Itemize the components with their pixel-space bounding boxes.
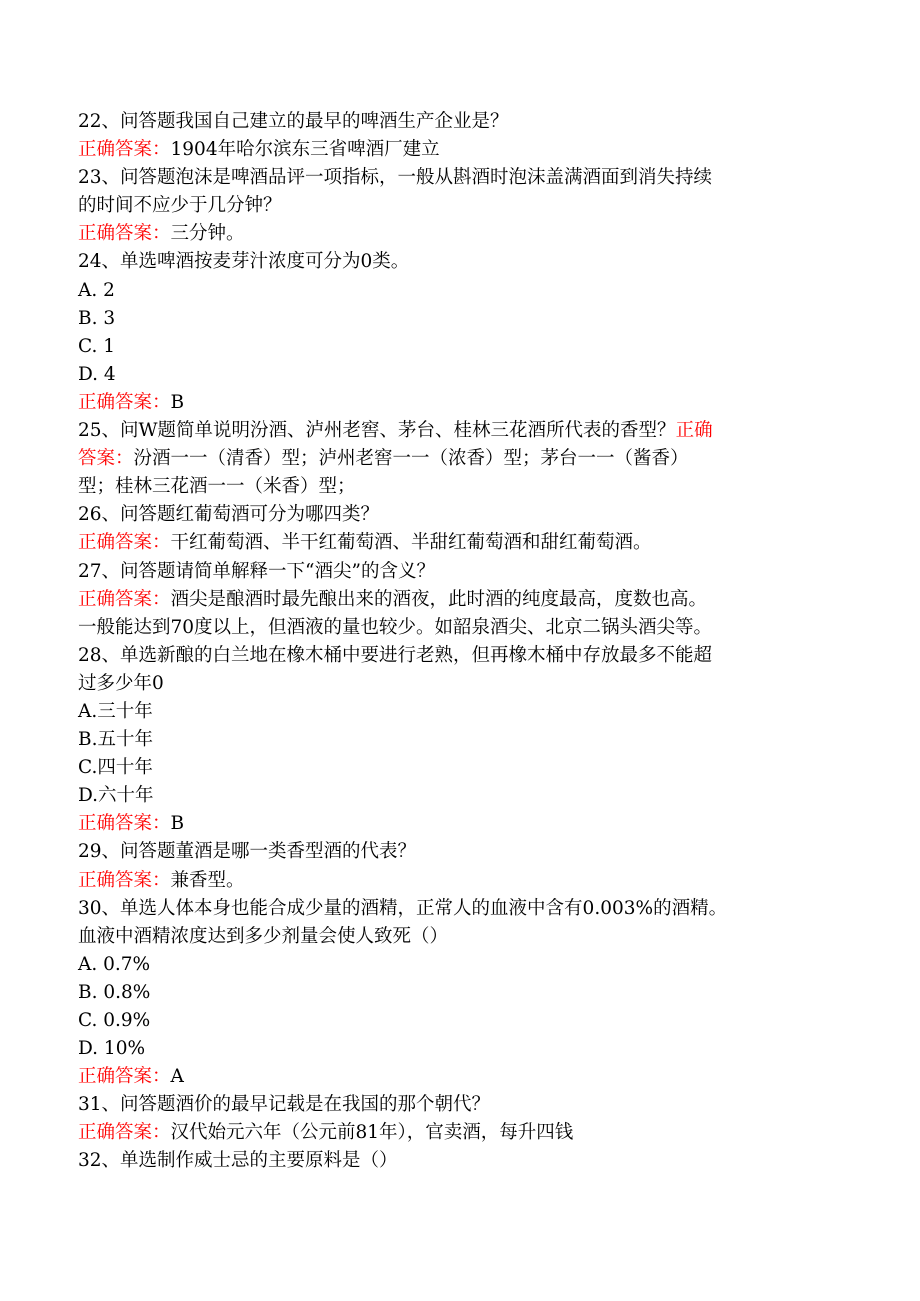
answer-text: 汉代始元六年（公元前81年），官卖酒，每升四钱 xyxy=(170,1122,574,1144)
question-29: 29、问答题董酒是哪一类香型酒的代表？ xyxy=(78,841,417,863)
answer-label: 正确答案： xyxy=(78,223,171,245)
answer-text: 兼香型。 xyxy=(170,869,245,891)
option-24-a: A. 2 xyxy=(78,279,115,301)
answer-24 xyxy=(78,389,818,417)
answer-label: 正确答案： xyxy=(78,532,171,554)
question-22: 22、问答题我国自己建立的最早的啤酒生产企业是？ xyxy=(78,111,509,132)
question-28-line-2: 过多少年0 xyxy=(78,672,164,694)
option-28-b: B.五十年 xyxy=(78,729,153,751)
answer-text: A xyxy=(170,1066,184,1088)
answer-label: 正确答案： xyxy=(78,391,171,413)
option-30-a: A. 0.7% xyxy=(78,953,151,975)
option-24-b: B. 3 xyxy=(78,307,116,329)
answer-text: 干红葡萄酒、半干红葡萄酒、半甜红葡萄酒和甜红葡萄酒。 xyxy=(170,532,652,554)
answer-29 xyxy=(78,867,818,895)
answer-label: 正确答案： xyxy=(78,588,171,610)
answer-25-line-1 xyxy=(78,445,818,473)
question-32: 32、单选制作威士忌的主要原料是（） xyxy=(78,1150,398,1172)
answer-25-line-2: 型；桂林三花酒一一（米香）型； xyxy=(78,476,356,498)
question-list xyxy=(78,108,818,1176)
answer-27 xyxy=(78,586,818,614)
answer-26 xyxy=(78,529,818,557)
option-24-d: D. 4 xyxy=(78,363,116,385)
question-28-line-1: 28、单选新酿的白兰地在橡木桶中要进行老熟，但再橡木桶中存放最多不能超 xyxy=(78,644,713,666)
question-23-line-2: 的时间不应少于几分钟？ xyxy=(78,195,282,217)
question-27: 27、问答题请简单解释一下“酒尖”的含义？ xyxy=(78,560,435,582)
question-31: 31、问答题酒价的最早记载是在我国的那个朝代？ xyxy=(78,1094,491,1116)
answer-label: 正确答案： xyxy=(78,139,171,161)
answer-label: 正确答案： xyxy=(78,869,171,891)
option-30-c: C. 0.9% xyxy=(78,1010,151,1031)
answer-label-part-1: 正确 xyxy=(675,420,713,442)
answer-text: B xyxy=(170,813,185,835)
question-23-line-1: 23、问答题泡沫是啤酒品评一项指标，一般从斟酒时泡沫盖满酒面到消失持续 xyxy=(78,167,713,189)
option-30-d: D. 10% xyxy=(78,1038,146,1060)
answer-label: 正确答案： xyxy=(78,1066,171,1088)
answer-text: 三分钟。 xyxy=(170,223,245,245)
question-30-line-1: 30、单选人体本身也能合成少量的酒精，正常人的血液中含有0.003%的酒精。 xyxy=(78,897,728,919)
answer-text: 1904年哈尔滨东三省啤酒厂建立 xyxy=(170,139,440,161)
option-28-a: A.三十年 xyxy=(78,700,153,722)
answer-23 xyxy=(78,220,818,248)
answer-label: 正确答案： xyxy=(78,813,171,835)
question-25 xyxy=(78,417,818,445)
answer-label-part-2: 答案： xyxy=(78,448,134,470)
option-24-c: C. 1 xyxy=(78,335,116,357)
answer-30 xyxy=(78,1063,818,1091)
answer-22 xyxy=(78,136,818,164)
answer-27-cont: 一般能达到70度以上，但酒液的量也较少。如韶泉酒尖、北京二锅头酒尖等。 xyxy=(78,616,713,638)
answer-31 xyxy=(78,1119,818,1147)
question-25-text: 25、问W题简单说明汾酒、泸州老窖、茅台、桂林三花酒所代表的香型？ xyxy=(78,420,676,442)
answer-28 xyxy=(78,810,818,838)
option-30-b: B. 0.8% xyxy=(78,981,151,1003)
option-28-d: D.六十年 xyxy=(78,785,154,807)
answer-text: B xyxy=(170,391,185,413)
question-26: 26、问答题红葡萄酒可分为哪四类？ xyxy=(78,504,380,526)
answer-text: 酒尖是酿酒时最先酿出来的酒夜，此时酒的纯度最高，度数也高。 xyxy=(170,588,708,610)
answer-text: 汾酒一一（清香）型；泸州老窖一一（浓香）型；茅台一一（酱香） xyxy=(133,448,689,470)
question-24: 24、单选啤酒按麦芽汁浓度可分为0类。 xyxy=(78,251,410,273)
option-28-c: C.四十年 xyxy=(78,757,153,779)
question-30-line-2: 血液中酒精浓度达到多少剂量会使人致死（） xyxy=(78,925,449,947)
answer-label: 正确答案： xyxy=(78,1122,171,1144)
